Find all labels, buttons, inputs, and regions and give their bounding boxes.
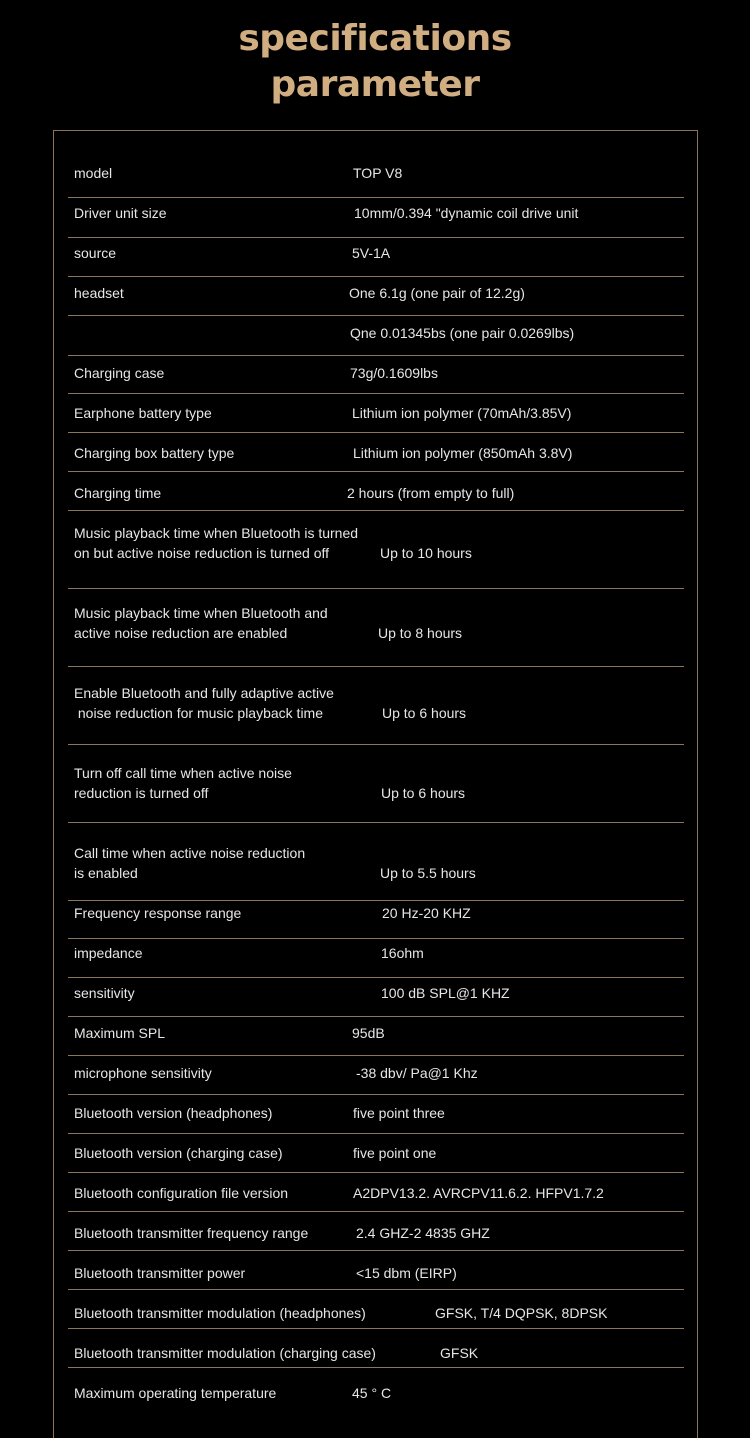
row-divider [68,1133,684,1134]
row-divider [68,744,684,745]
spec-label: model [74,165,113,181]
spec-label: Bluetooth version (charging case) [74,1145,283,1161]
row-divider [68,1211,684,1212]
row-divider [68,276,684,277]
spec-label: Charging case [74,365,165,381]
spec-value: 16ohm [381,945,424,961]
spec-label: Bluetooth transmitter modulation (headphones) [74,1305,366,1321]
row-divider [68,1172,684,1173]
page-title-line-2: parameter [270,64,480,105]
spec-label: sensitivity [74,985,135,1001]
row-divider [68,1016,684,1017]
spec-value: Up to 6 hours [382,705,467,721]
spec-label: Maximum SPL [74,1025,166,1041]
spec-label: microphone sensitivity [74,1065,212,1081]
spec-value: Qne 0.01345bs (one pair 0.0269lbs) [350,325,575,341]
spec-label: Enable Bluetooth and fully adaptive active noise reduction for music playback time [74,685,334,721]
row-divider [68,315,684,316]
row-divider [68,1328,684,1329]
spec-label: Bluetooth transmitter power [74,1265,246,1281]
spec-label: Music playback time when Bluetooth is turned on but active noise reduction is turned off [74,525,359,561]
row-divider [68,355,684,356]
spec-label: Call time when active noise reduction is enabled [74,845,306,881]
spec-label: headset [74,285,124,301]
row-divider [68,666,684,667]
spec-label: Charging time [74,485,162,501]
row-divider [68,900,684,901]
spec-label: Bluetooth configuration file version [74,1185,289,1201]
spec-label: Bluetooth transmitter frequency range [74,1225,309,1241]
row-divider [68,393,684,394]
row-divider [68,432,684,433]
spec-label: Turn off call time when active noise reduction is turned off [74,765,292,801]
spec-label: Charging box battery type [74,445,235,461]
row-divider [68,197,684,198]
spec-value: Up to 5.5 hours [380,865,476,881]
row-divider [68,977,684,978]
spec-label: Bluetooth version (headphones) [74,1105,273,1121]
spec-label: impedance [74,945,143,961]
spec-label: Earphone battery type [74,405,212,421]
spec-value: Up to 6 hours [381,785,466,801]
spec-value: five point three [353,1105,445,1121]
row-divider [68,1055,684,1056]
row-divider [68,938,684,939]
row-divider [68,1367,684,1368]
spec-value: 2.4 GHZ-2 4835 GHZ [356,1225,490,1241]
spec-value: 45 ° C [352,1385,392,1401]
spec-value: GFSK, T/4 DQPSK, 8DPSK [435,1305,608,1321]
spec-label: Maximum operating temperature [74,1385,277,1401]
row-divider [68,1250,684,1251]
spec-value: A2DPV13.2. AVRCPV11.6.2. HFPV1.7.2 [353,1185,604,1201]
spec-value: five point one [353,1145,437,1161]
row-divider [68,588,684,589]
spec-value: 95dB [352,1025,385,1041]
row-divider [68,822,684,823]
spec-label: Frequency response range [74,905,242,921]
spec-value: GFSK [440,1345,479,1361]
page-title-line-1: specifications [238,18,512,59]
spec-value: 100 dB SPL@1 KHZ [381,985,510,1001]
spec-value: Up to 10 hours [380,545,472,561]
spec-value: 73g/0.1609lbs [350,365,438,381]
spec-value: -38 dbv/ Pa@1 Khz [356,1065,478,1081]
spec-value: Lithium ion polymer (70mAh/3.85V) [352,405,572,421]
row-divider [68,1094,684,1095]
row-divider [68,1289,684,1290]
spec-value: 2 hours (from empty to full) [347,485,515,501]
spec-label: source [74,245,117,261]
spec-label: Driver unit size [74,205,167,221]
spec-value: 20 Hz-20 KHZ [382,905,471,921]
row-divider [68,510,684,511]
row-divider [68,237,684,238]
spec-label: Music playback time when Bluetooth and active noise reduction are enabled [74,605,328,641]
spec-label: Bluetooth transmitter modulation (charging case) [74,1345,376,1361]
spec-value: <15 dbm (EIRP) [356,1265,457,1281]
spec-value: Up to 8 hours [378,625,463,641]
spec-value: Lithium ion polymer (850mAh 3.8V) [353,445,573,461]
spec-value: TOP V8 [353,165,403,181]
spec-value: 10mm/0.394 "dynamic coil drive unit [354,205,579,221]
spec-value: 5V-1A [352,245,391,261]
row-divider [68,471,684,472]
spec-value: One 6.1g (one pair of 12.2g) [349,285,525,301]
